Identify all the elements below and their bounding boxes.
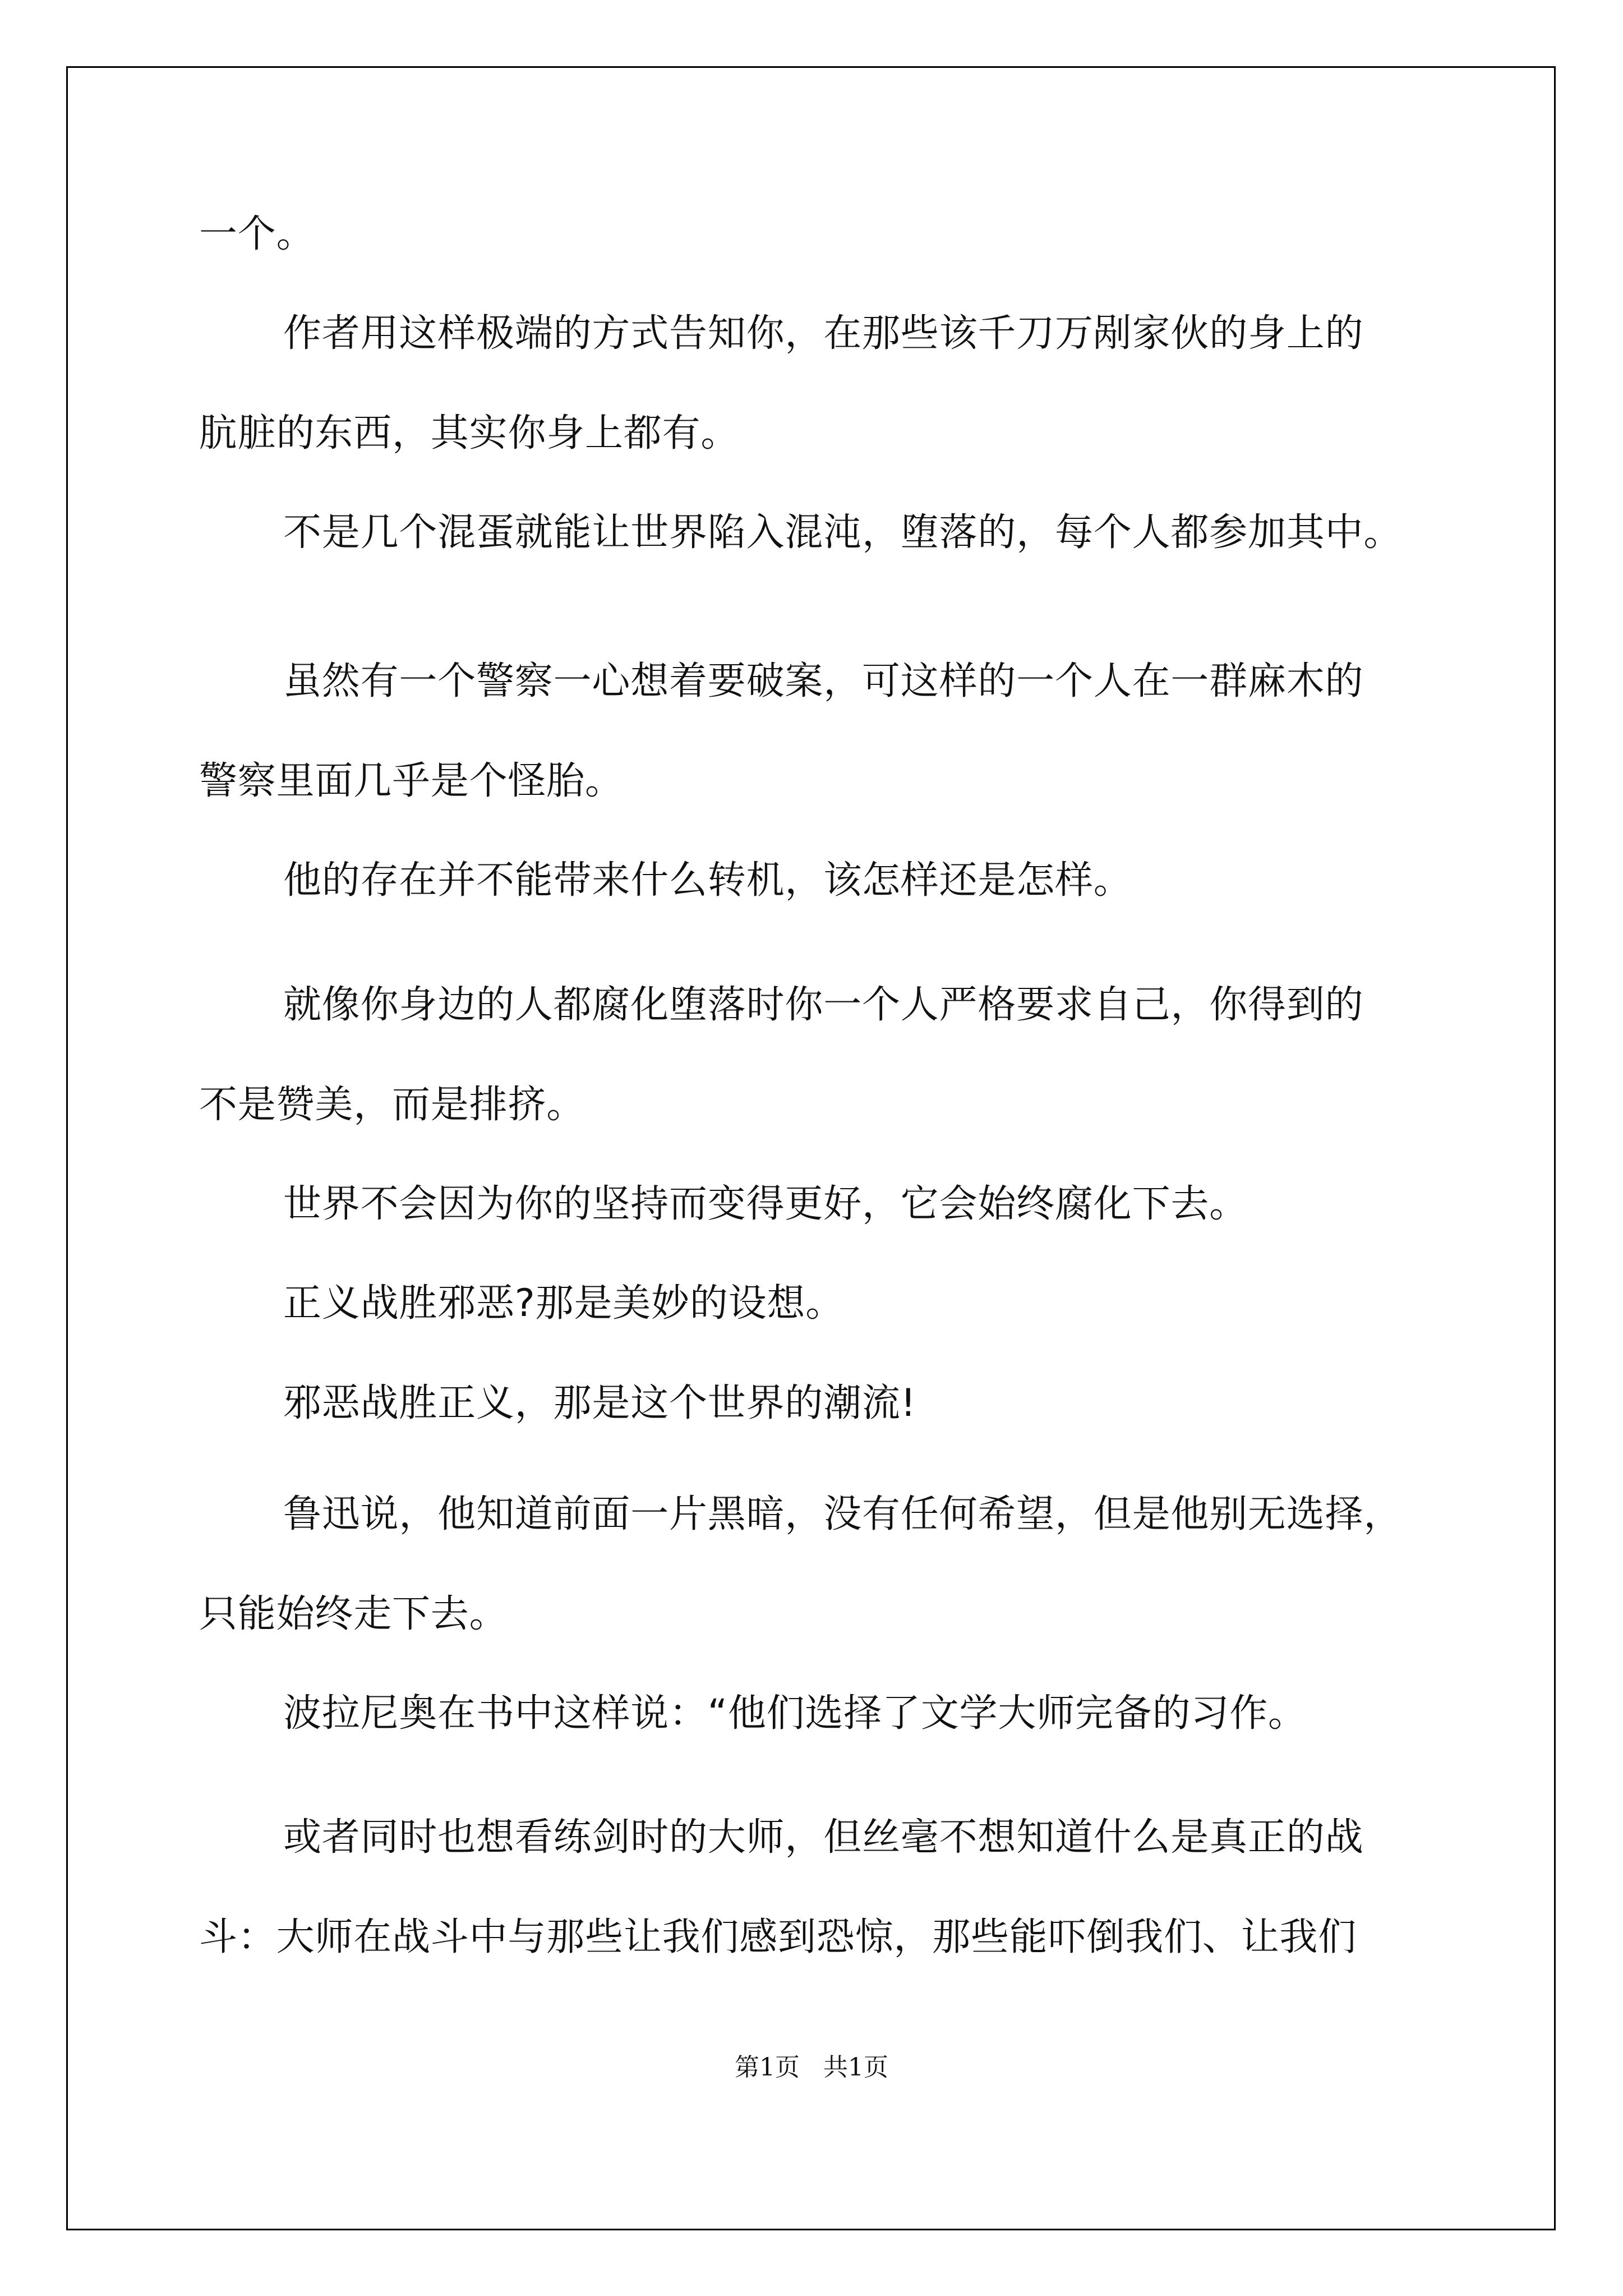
text-line: 作者用这样极端的方式告知你，在那些该千刀万剐家伙的身上的 — [283, 311, 1364, 356]
text-line: 警察里面几乎是个怪胎。 — [199, 759, 624, 803]
text-line: 虽然有一个警察一心想着要破案，可这样的一个人在一群麻木的 — [283, 659, 1364, 703]
text-line: 或者同时也想看练剑时的大师，但丝毫不想知道什么是真正的战 — [283, 1815, 1364, 1860]
text-line: 波拉尼奥在书中这样说：“他们选择了文学大师完备的习作。 — [283, 1691, 1307, 1736]
text-line: 就像你身边的人都腐化堕落时你一个人严格要求自己，你得到的 — [283, 983, 1364, 1027]
text-line: 邪恶战胜正义，那是这个世界的潮流! — [283, 1381, 916, 1425]
text-line: 世界不会因为你的坚持而变得更好，它会始终腐化下去。 — [283, 1182, 1248, 1226]
text-line: 鲁迅说，他知道前面一片黑暗，没有任何希望，但是他别无选择， — [283, 1492, 1403, 1536]
text-line: 不是赞美，而是排挤。 — [199, 1083, 585, 1127]
text-line: 斗：大师在战斗中与那些让我们感到恐惊，那些能吓倒我们、让我们 — [199, 1915, 1357, 1959]
text-line: 不是几个混蛋就能让世界陷入混沌，堕落的，每个人都参加其中。 — [283, 510, 1403, 555]
page-border — [66, 66, 1556, 2230]
text-line: 只能始终走下去。 — [199, 1592, 508, 1636]
text-line: 肮脏的东西，其实你身上都有。 — [199, 411, 740, 455]
text-line: 一个。 — [199, 212, 315, 256]
page-number-footer: 第1页 共1页 — [735, 2053, 888, 2082]
text-line: 他的存在并不能带来什么转机，该怎样还是怎样。 — [283, 858, 1132, 903]
text-line: 正义战胜邪恶?那是美妙的设想。 — [283, 1281, 845, 1326]
